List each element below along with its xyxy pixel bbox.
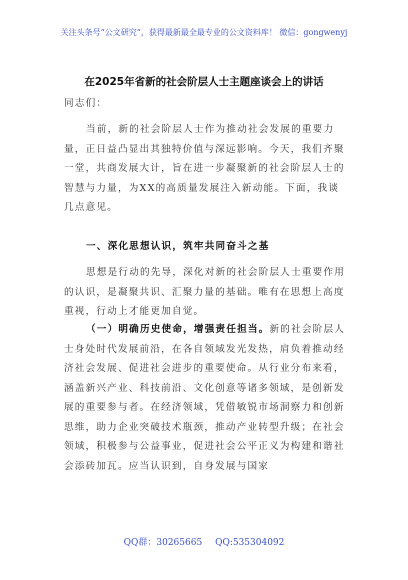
paragraph-subsection-1 [64, 320, 346, 476]
subsection-body: 新的社会阶层人士身处时代发展前沿，在各自领域发光发热，肩负着推动经济社会发展、促进社会进步的重要使命。从行业分布来看，涵盖新兴产业、科技前沿、文化创意等诸多领域，是创新发展的重要参与者。在经济领域，凭借敏锐市场洞察力和创新思维，助力企业突破技术瓶颈，推动产业转型升级；在社会领域，积极参与公益事业，促进社会公平正义为构建和谐社会添砖加瓦。应当认识到，自身发展与国家 [64, 324, 346, 472]
paragraph-intro: 当前，新的社会阶层人士作为推动社会发展的重要力量，正日益凸显出其独特价值与深远影响。今天，我们齐聚一堂，共商发展大计，旨在进一步凝聚新的社会阶层人士的智慧与力量，为XX的高质量发展注入新动能。下面，我谈几点意见。 [64, 124, 345, 213]
section-heading-1: 一、深化思想认识，筑牢共同奋斗之基 [86, 241, 270, 252]
salutation: 同志们： [64, 98, 108, 109]
footer-contact [0, 535, 408, 548]
paragraph-section-1: 思想是行动的先导，深化对新的社会阶层人士重要作用的认识，是凝聚共识、汇聚力量的基础。唯有在思想上高度重视，行动上才能更加自觉。 [64, 267, 346, 317]
footer-qq: QQ:535304092 [215, 538, 285, 548]
document-title: 在2025年省新的社会阶层人士主题座谈会上的讲话 [84, 76, 324, 88]
footer-qq-group: QQ群：30265665 [123, 538, 203, 548]
subsection-lead: （一）明确历史使命，增强责任担当。 [86, 324, 270, 335]
header-banner: 关注头条号“公文研究”，获得最新最全最专业的公文资料库！ 微信：gongwenyj [60, 28, 348, 37]
